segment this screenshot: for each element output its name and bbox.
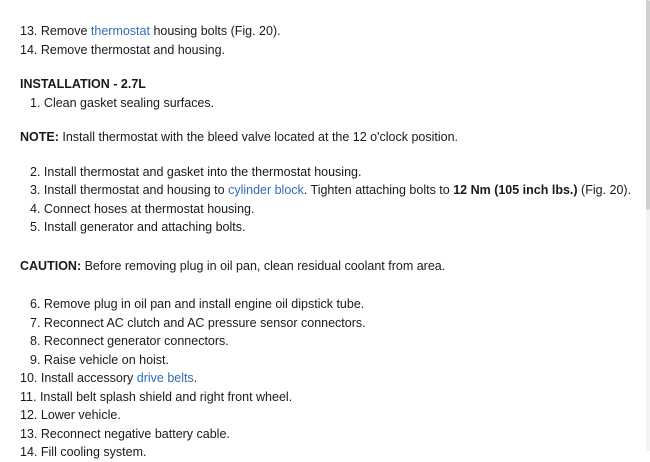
spacer — [20, 237, 630, 257]
list-item — [20, 22, 630, 41]
step-text: Install thermostat and gasket into the thermostat housing. — [43, 164, 362, 179]
scrollbar-track[interactable] — [646, 0, 650, 451]
step-number: 5. — [30, 220, 41, 234]
step-text: Connect hoses at thermostat housing. — [43, 201, 255, 216]
list-item — [20, 200, 630, 219]
step-number: 7. — [30, 315, 41, 330]
step-text-tail: . — [193, 371, 198, 385]
note-label: NOTE: — [20, 130, 59, 144]
list-item — [20, 388, 630, 407]
list-item — [20, 425, 630, 444]
list-item — [20, 218, 630, 237]
step-text: Remove plug in oil pan and install engine oil dipstick tube. — [43, 297, 365, 311]
step-text: Install thermostat and housing to — [43, 183, 229, 197]
list-item — [20, 314, 630, 333]
step-number: 3. — [30, 183, 41, 197]
step-text: Install accessory — [40, 371, 137, 385]
list-item — [20, 181, 630, 200]
list-item — [20, 163, 630, 182]
spacer — [20, 112, 630, 128]
step-number: 11. — [20, 389, 37, 404]
list-item — [20, 443, 630, 462]
step-text: Raise vehicle on hoist. — [43, 352, 169, 367]
step-text-tail: housing bolts (Fig. 20). — [149, 24, 281, 38]
step-number: 13. — [20, 426, 38, 441]
step-number: 2. — [30, 164, 41, 179]
step-text: Reconnect AC clutch and AC pressure sensor connectors. — [43, 315, 366, 330]
list-item — [20, 369, 630, 388]
scrollbar-thumb[interactable] — [646, 0, 650, 210]
step-number: 13. — [20, 24, 38, 38]
step-number: 14. — [20, 445, 38, 459]
section-heading-installation: INSTALLATION - 2.7L — [20, 77, 146, 91]
note-block — [20, 128, 630, 147]
list-item — [20, 406, 630, 425]
torque-value: 12 Nm (105 inch lbs.) — [453, 183, 578, 197]
step-text: Fill cooling system. — [40, 445, 147, 459]
step-text: Install belt splash shield and right front wheel. — [39, 389, 293, 404]
spacer — [20, 59, 630, 75]
list-item — [20, 351, 630, 370]
note-text: Install thermostat with the bleed valve located at the 12 o'clock position. — [58, 130, 459, 144]
spacer — [20, 147, 630, 163]
list-item — [20, 94, 630, 113]
step-text-mid: . Tighten attaching bolts to — [303, 183, 454, 197]
step-text: Remove thermostat and housing. — [40, 42, 226, 57]
step-number: 6. — [30, 297, 41, 311]
step-number: 12. — [20, 408, 38, 422]
step-number: 1. — [30, 95, 41, 110]
step-text-tail: (Fig. 20). — [577, 183, 632, 197]
step-number: 8. — [30, 334, 41, 348]
step-number: 9. — [30, 352, 41, 367]
step-number: 10. — [20, 371, 38, 385]
step-text: Reconnect negative battery cable. — [40, 426, 230, 441]
step-number: 14. — [20, 42, 38, 57]
caution-label: CAUTION: — [20, 258, 82, 273]
spacer — [20, 275, 630, 295]
caution-block — [20, 257, 630, 276]
step-text: Clean gasket sealing surfaces. — [43, 95, 215, 110]
step-text: Lower vehicle. — [40, 408, 121, 422]
step-text: Remove — [40, 24, 91, 38]
list-item — [20, 295, 630, 314]
link-drive-belts[interactable]: drive belts — [136, 371, 194, 385]
step-text: Reconnect generator connectors. — [43, 334, 229, 348]
list-item — [20, 41, 630, 60]
step-text: Install generator and attaching bolts. — [43, 220, 246, 234]
link-thermostat[interactable]: thermostat — [90, 24, 150, 38]
link-cylinder-block[interactable]: cylinder block — [228, 183, 304, 197]
step-number: 4. — [30, 201, 41, 216]
caution-text: Before removing plug in oil pan, clean residual coolant from area. — [81, 258, 446, 273]
list-item — [20, 332, 630, 351]
